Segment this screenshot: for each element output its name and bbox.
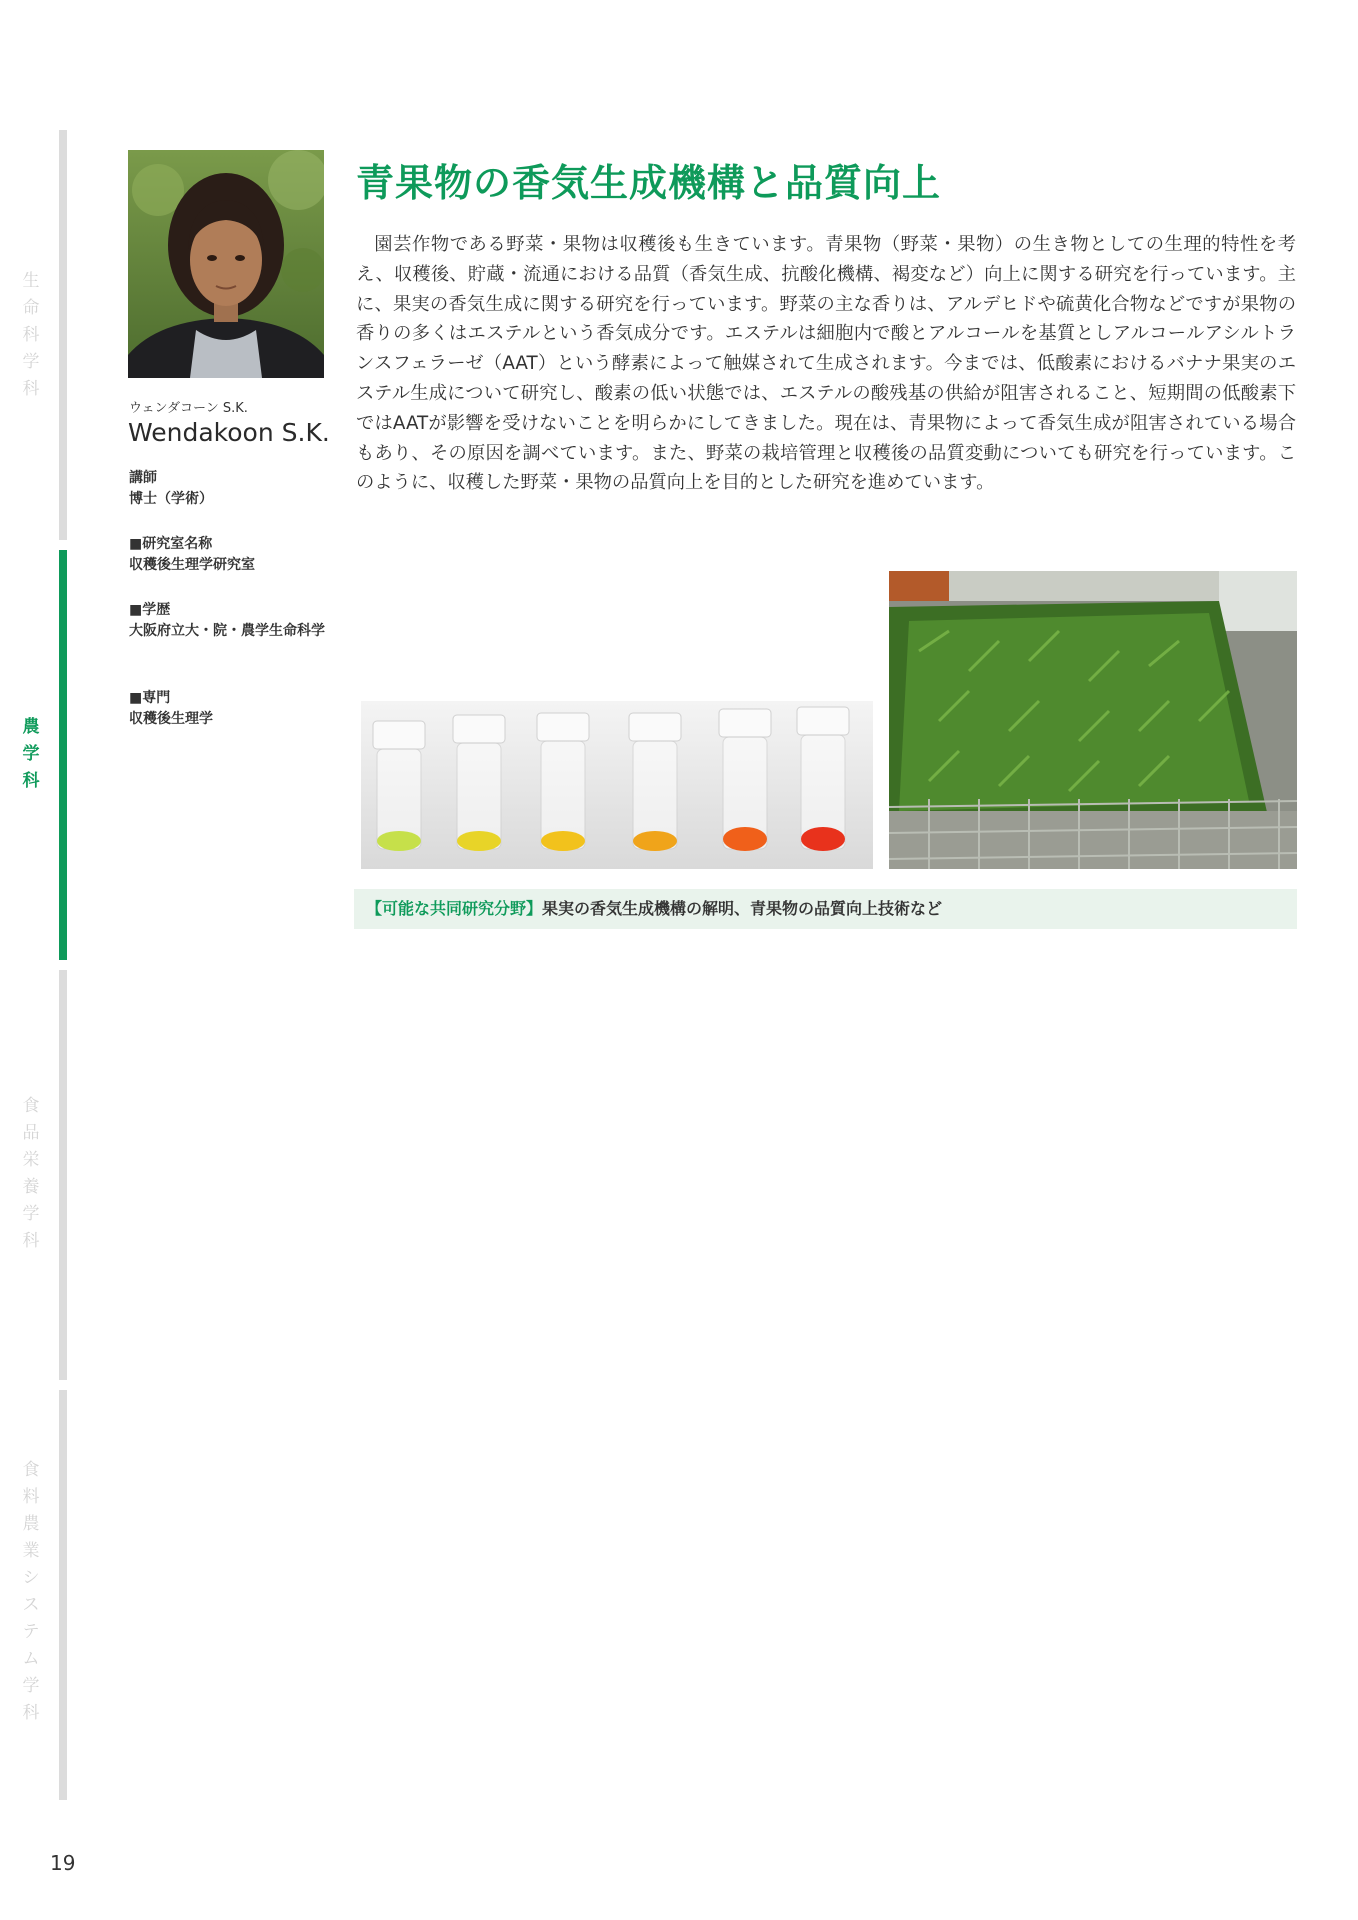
vials-photo bbox=[361, 701, 873, 869]
position: 講師 bbox=[129, 470, 157, 486]
department-tab-bar-1 bbox=[59, 130, 67, 540]
position-block bbox=[129, 468, 334, 510]
latin-name: Wendakoon S.K. bbox=[128, 418, 330, 447]
specialty-heading: ■専門 bbox=[129, 690, 171, 706]
degree: 博士（学術） bbox=[129, 491, 213, 507]
article-title: 青果物の香気生成機構と品質向上 bbox=[356, 161, 942, 205]
collaboration-box bbox=[354, 889, 1297, 929]
seedlings-illustration bbox=[889, 571, 1297, 869]
article-body: 園芸作物である野菜・果物は収穫後も生きています。青果物（野菜・果物）の生き物としての生理的特性を考え、収穫後、貯蔵・流通における品質（香気生成、抗酸化機構、褐変など）向上に関する研究を行っています。主に、果実の香気生成に関する研究を行っています。野菜の主な香りは、アルデヒドや硫黄化合物などですが果物の香りの多くはエステルという香気成分です。エステルは細胞内で酸とアルコールを基質としアルコールアシルトランスフェラーゼ（AAT）という酵素によって触媒されて生成されます。今までは、低酸素におけるバナナ果実のエステル生成について研究し、酸素の低い状態では、エステルの酸残基の供給が阻害されること、短期間の低酸素下ではAATが影響を受けないことを明らかにしてきました。現在は、青果物によって香気生成が阻害されている場合もあり、その原因を調べています。また、野菜の栽培管理と収穫後の品質変動についても研究を行っています。このように、収穫した野菜・果物の品質向上を目的とした研究を進めています。 bbox=[356, 234, 1296, 494]
vials-illustration bbox=[361, 701, 873, 869]
department-tab-label-2: 農学科 bbox=[22, 717, 40, 791]
education-heading: ■学歴 bbox=[129, 602, 171, 618]
department-tab-bar-3 bbox=[59, 970, 67, 1380]
page-number: 19 bbox=[50, 1851, 76, 1875]
portrait-photo bbox=[128, 150, 324, 378]
portrait-illustration bbox=[128, 150, 324, 378]
collaboration-heading: 【可能な共同研究分野】 bbox=[366, 899, 543, 918]
department-tab-bar-2 bbox=[59, 550, 67, 960]
seedlings-photo bbox=[889, 571, 1297, 869]
education: 大阪府立大・院・農学生命科学 bbox=[129, 623, 325, 639]
lab-block bbox=[129, 534, 334, 576]
collaboration-text: 果実の香気生成機構の解明、青果物の品質向上技術など bbox=[542, 899, 943, 918]
department-tab-label-3: 食品栄養学科 bbox=[22, 1096, 40, 1251]
lab-name: 収穫後生理学研究室 bbox=[129, 557, 255, 573]
specialty: 収穫後生理学 bbox=[129, 711, 213, 727]
education-block bbox=[129, 600, 334, 642]
department-tab-label-1: 生命科学科 bbox=[22, 271, 40, 399]
kana-name: ウェンダコーン S.K. bbox=[129, 401, 248, 416]
lab-heading: ■研究室名称 bbox=[129, 536, 213, 552]
specialty-block bbox=[129, 688, 334, 730]
department-tab-label-4: 食料農業システム学科 bbox=[22, 1460, 40, 1723]
department-tab-bar-4 bbox=[59, 1390, 67, 1800]
